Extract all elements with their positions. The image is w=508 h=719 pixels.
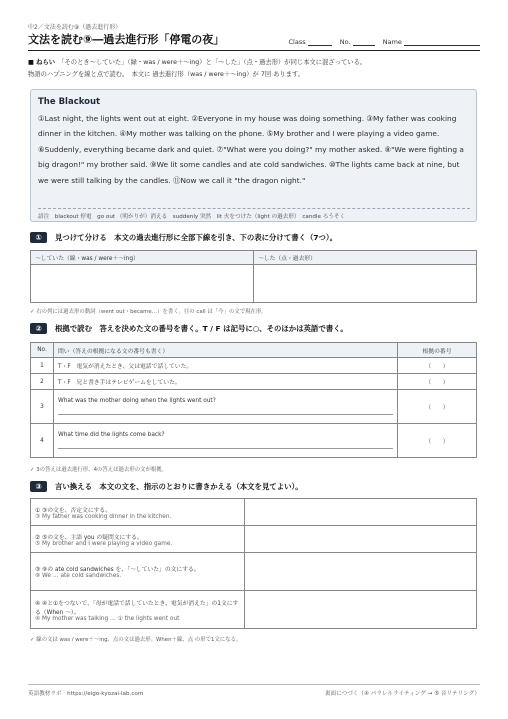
col-evidence: 根拠の番号 — [398, 343, 477, 358]
title-divider — [28, 50, 480, 51]
evidence-field[interactable]: （ ） — [398, 374, 477, 390]
question-cell — [54, 424, 398, 458]
section-3-title: 言い換える 本文の文を、指示のとおりに書きかえる（本文を見てよい）。 — [55, 482, 303, 491]
section-2-table — [30, 342, 477, 458]
story-title: The Blackout — [38, 97, 101, 107]
progressive-answer-cell[interactable] — [31, 265, 254, 303]
table-row — [31, 374, 477, 390]
section-3-number: ③ — [30, 481, 47, 492]
aim-section — [28, 57, 480, 81]
question-text: What time did the lights come back? — [58, 432, 165, 438]
section-3-table — [30, 498, 477, 629]
section-2-note: ✓ 3の答えは過去進行形、4の答えは過去形の文が根拠。 — [30, 467, 168, 473]
title-row — [28, 31, 480, 49]
col-question: 問い（答えの根拠になる文の番号も書く） — [54, 343, 398, 358]
aim-line-2: 物語のハプニングを線と点で読む。 本文に 過去進行形（was / were＋～ing）が 7回 あります。 — [28, 71, 305, 78]
footer — [28, 684, 480, 697]
footer-continue: 裏面につづく（④ パラレルライティング → ⑤ 音リテリング） — [324, 691, 480, 697]
evidence-field[interactable]: （ ） — [398, 358, 477, 374]
question-text: What was the mother doing when the lights went out? — [58, 398, 216, 404]
task-cell — [31, 499, 245, 526]
no-label: No. — [339, 38, 351, 46]
table-row — [31, 390, 477, 424]
question-text: T・F 兄と書き手はテレビゲームをしていた。 — [54, 374, 398, 390]
reference-text: ⑨ We … ate cold sandwiches. — [35, 573, 122, 579]
section-3-note: ✓ 線の文は was / were＋～ing、点の文は過去形。When＋線、点 の形で1文になる。 — [30, 637, 242, 643]
name-label: Name — [382, 38, 402, 46]
page-title: 文法を読む⑨―過去進行形「停電の夜」 — [28, 33, 225, 46]
vocab-notes: 語注 blackout 停電 go out （明かりが）消える suddenly 突然 lit 火をつけた（light の過去形） candle ろうそく — [38, 208, 470, 220]
section-3-heading — [30, 481, 303, 493]
table-row — [31, 526, 477, 553]
table-row — [31, 358, 477, 374]
student-fields — [289, 37, 480, 46]
task-cell — [31, 526, 245, 553]
evidence-field[interactable]: （ ） — [398, 424, 477, 458]
evidence-field[interactable]: （ ） — [398, 390, 477, 424]
row-number: 1 — [31, 358, 54, 374]
section-2-number: ② — [30, 323, 47, 334]
name-field[interactable] — [404, 37, 480, 46]
table-row — [31, 424, 477, 458]
unit-label: 中2／文法を読む⑨（過去進行形） — [28, 24, 122, 31]
footer-site: 英語教材ラボ https://eigo-kyozai-lab.com — [28, 691, 144, 697]
row-number: 3 — [31, 390, 54, 424]
reference-text: ④ My mother was talking … ① the lights went out — [35, 615, 180, 622]
task-text: ② ⑤の文を、主語 you の疑問文にする。 — [35, 534, 143, 541]
section-2-heading — [30, 323, 348, 335]
table-row — [31, 499, 477, 526]
task-text: ① ③の文を、否定文にする。 — [35, 507, 112, 514]
task-text: ④ ④と①をつないで、「母が電話で話していたとき、電気が消えた」の1文にする（When ～）。 — [35, 600, 239, 616]
class-label: Class — [288, 38, 306, 46]
question-cell — [54, 390, 398, 424]
section-1-number: ① — [30, 232, 47, 243]
col-past: ～した（点・過去形） — [254, 251, 477, 265]
rewrite-answer-cell[interactable] — [245, 591, 477, 629]
task-text: ③ ⑨の ate cold sandwiches を、「～していた」の文にする。 — [35, 567, 200, 573]
rewrite-answer-cell[interactable] — [245, 553, 477, 591]
aim-line-1: 「そのとき～していた」（緑・was / were＋～ing）と「～した」（点・過去形）が同じ本文に混ざっている。 — [61, 59, 367, 66]
table-row — [31, 591, 477, 629]
row-number: 4 — [31, 424, 54, 458]
story-box — [30, 89, 477, 222]
task-cell — [31, 553, 245, 591]
question-text: T・F 電気が消えたとき、父は電話で話していた。 — [54, 358, 398, 374]
number-field[interactable] — [353, 37, 375, 46]
rewrite-answer-cell[interactable] — [245, 526, 477, 553]
section-2-title: 根拠で読む 答えを決めた文の番号を書く。T / F は記号に○、そのほかは英語で書く。 — [55, 324, 348, 333]
class-field[interactable] — [308, 37, 332, 46]
answer-line[interactable] — [58, 448, 393, 449]
col-no: No. — [31, 343, 54, 358]
task-cell — [31, 591, 245, 629]
story-text: ①Last night, the lights went out at eight. ②Everyone in my house was doing something. ③My father was cooking dinner in the kitchen. ④My mother was talking on the phone. ⑤My brother and I were playing a video game. ⑥Suddenly, everything became dark and quiet. ⑦"What were you doing?" my mother asked. ⑧"We were fighting a big dragon!" my brother said. ⑨We lit some candles and ate cold sandwiches. ⑩The lights came back at nine, but we were still talking by the candles. ⑪Now we call it "the dragon night." — [38, 114, 464, 185]
past-answer-cell[interactable] — [254, 265, 477, 303]
aim-label: ■ ねらい — [28, 59, 56, 66]
section-1-title: 見つけて分ける 本文の過去進行形に全部下線を引き、下の表に分けて書く（7つ）。 — [55, 233, 337, 242]
col-progressive: ～していた（線・was / were＋～ing） — [31, 251, 254, 265]
reference-text: ⑤ My brother and I were playing a video game. — [35, 540, 173, 547]
rewrite-answer-cell[interactable] — [245, 499, 477, 526]
section-1-heading — [30, 232, 337, 244]
row-number: 2 — [31, 374, 54, 390]
table-row — [31, 553, 477, 591]
reference-text: ③ My father was cooking dinner in the kitchen. — [35, 513, 172, 520]
answer-line[interactable] — [58, 414, 393, 415]
section-1-note: ✓ 右の列には過去形の動詞（went out・became…）を書く。⑪の call は「今」の文で現在形。 — [30, 309, 267, 315]
section-1-table — [30, 250, 477, 303]
